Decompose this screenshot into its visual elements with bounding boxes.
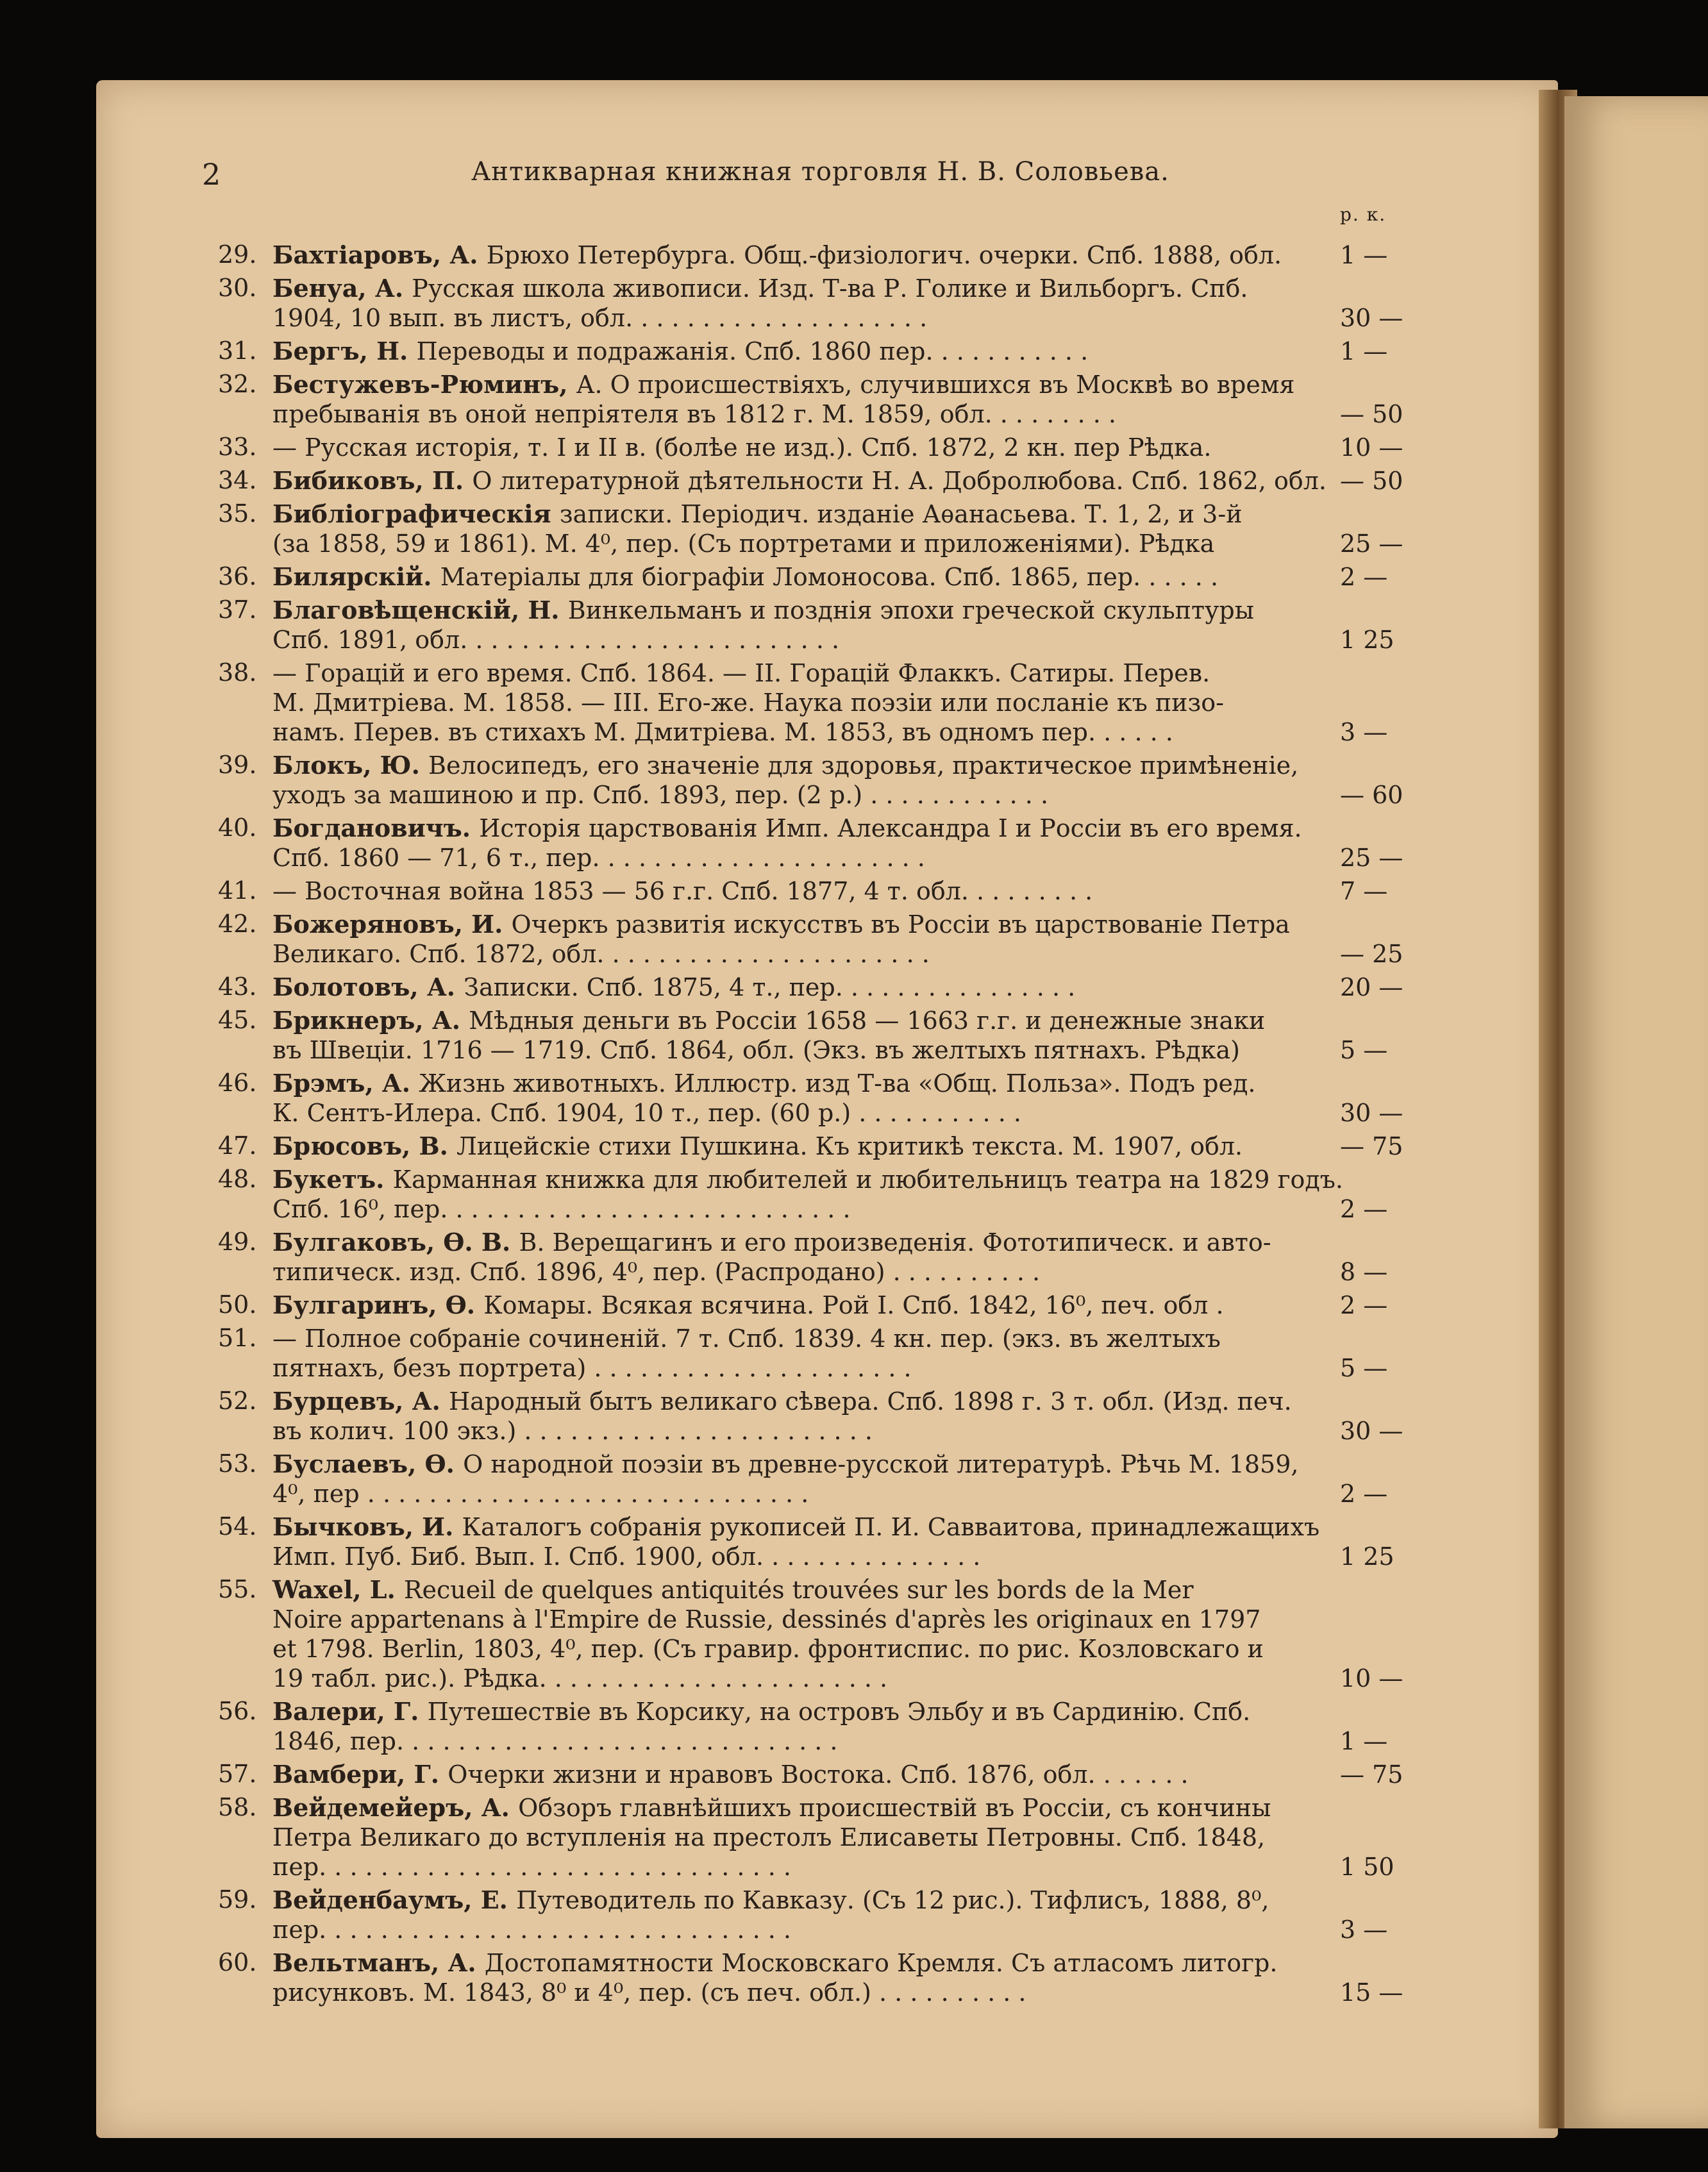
- entry-line: Бестужевъ-Рюминъ, А. О происшествіяхъ, случившихся въ Москвѣ во время: [272, 370, 1295, 399]
- entry-line: Билярскій. Матеріалы для біографіи Ломоносова. Спб. 1865, пер. . . . . .: [272, 562, 1219, 591]
- entry-line: — Горацій и его время. Спб. 1864. — II. Горацій Флаккъ. Сатиры. Перев.: [272, 659, 1210, 687]
- entry-line: рисунковъ. М. 1843, 8⁰ и 4⁰, пер. (съ печ. обл.) . . . . . . . . . .: [272, 1978, 1026, 2007]
- entry-price: 2 —: [1340, 1195, 1388, 1223]
- entry-author: Бахтіаровъ, А.: [272, 240, 487, 269]
- entry-line: Вамбери, Г. Очерки жизни и нравовъ Востока. Спб. 1876, обл. . . . . . .: [272, 1760, 1189, 1789]
- entry-price: — 50: [1340, 467, 1403, 495]
- entry-number: 36.: [218, 562, 257, 590]
- entry-price: — 25: [1340, 940, 1403, 968]
- entry-line: Бурцевъ, А. Народный бытъ великаго сѣвера. Спб. 1898 г. 3 т. обл. (Изд. печ.: [272, 1387, 1292, 1416]
- entry-line: Библіографическія записки. Періодич. изданіе Аѳанасьева. Т. 1, 2, и 3-й: [272, 499, 1243, 528]
- catalog-entry: [218, 433, 1430, 462]
- entry-line: Вейдемейеръ, А. Обзоръ главнѣйшихъ происшествій въ Россіи, съ кончины: [272, 1793, 1271, 1822]
- entry-price: — 75: [1340, 1760, 1403, 1789]
- entry-line: Имп. Пуб. Биб. Вып. I. Спб. 1900, обл. . . . . . . . . . . . . . .: [272, 1542, 981, 1571]
- page-header: [202, 157, 1407, 202]
- entry-author: Бенуа, А.: [272, 274, 412, 303]
- catalog-entry: [218, 466, 1430, 496]
- entry-price: 2 —: [1340, 1480, 1388, 1508]
- entry-price: 15 —: [1340, 1978, 1403, 2007]
- entry-price: 2 —: [1340, 563, 1388, 591]
- entry-line: Валери, Г. Путешествіе въ Корсику, на островъ Эльбу и въ Сардинію. Спб.: [272, 1697, 1251, 1726]
- entry-number: 49.: [218, 1228, 257, 1256]
- catalog-entry: [218, 596, 1430, 655]
- entry-line: 1904, 10 вып. въ листъ, обл. . . . . . . . . . . . . . . . . . . .: [272, 304, 928, 332]
- entry-line: Брэмъ, А. Жизнь животныхъ. Иллюстр. изд Т-ва «Общ. Польза». Подъ ред.: [272, 1069, 1256, 1098]
- entry-line: (за 1858, 59 и 1861). М. 4⁰, пер. (Съ портретами и приложеніями). Рѣдка: [272, 530, 1215, 558]
- entry-price: 10 —: [1340, 433, 1403, 462]
- entry-line: Булгаринъ, Ѳ. Комары. Всякая всячина. Рой I. Спб. 1842, 16⁰, печ. обл .: [272, 1291, 1224, 1319]
- entry-price: 30 —: [1340, 304, 1403, 332]
- entry-number: 56.: [218, 1697, 257, 1725]
- entry-author: Божеряновъ, И.: [272, 910, 512, 939]
- entry-line: 4⁰, пер . . . . . . . . . . . . . . . . . . . . . . . . . . . . .: [272, 1480, 809, 1508]
- catalog-entry: [218, 1449, 1430, 1508]
- catalog-entry: [218, 910, 1430, 969]
- entry-price: 1 —: [1340, 241, 1388, 269]
- entry-line: Булгаковъ, Ѳ. В. В. Верещагинъ и его произведенія. Фототипическ. и авто-: [272, 1228, 1271, 1257]
- entry-author: Waxel, L.: [272, 1575, 404, 1604]
- catalog-entry: [218, 1165, 1430, 1224]
- entry-price: 1 25: [1340, 1542, 1394, 1571]
- entry-price: 1 50: [1340, 1853, 1394, 1881]
- price-column-header: р. к.: [1340, 204, 1387, 225]
- entry-author: Бурцевъ, А.: [272, 1387, 449, 1416]
- entry-line: — Русская исторія, т. I и II в. (болѣе не изд.). Спб. 1872, 2 кн. пер Рѣдка.: [272, 433, 1212, 462]
- entry-line: Вейденбаумъ, Е. Путеводитель по Кавказу. (Съ 12 рис.). Тифлисъ, 1888, 8⁰,: [272, 1885, 1269, 1914]
- entry-author: Вельтманъ, А.: [272, 1948, 485, 1977]
- entry-price: 1 —: [1340, 1727, 1388, 1755]
- entry-line: Бибиковъ, П. О литературной дѣятельности Н. А. Добролюбова. Спб. 1862, обл.: [272, 466, 1327, 495]
- catalog-entry: [218, 1575, 1430, 1693]
- entry-line: Божеряновъ, И. Очеркъ развитія искусствъ въ Россіи въ царствованіе Петра: [272, 910, 1290, 939]
- entry-number: 40.: [218, 814, 257, 842]
- entry-line: Болотовъ, А. Записки. Спб. 1875, 4 т., пер. . . . . . . . . . . . . . . .: [272, 973, 1076, 1001]
- entry-author: Богдановичъ.: [272, 814, 480, 842]
- entry-author: Билярскій.: [272, 562, 440, 591]
- catalog-entry: [218, 562, 1430, 592]
- entry-author: Булгаринъ, Ѳ.: [272, 1291, 484, 1319]
- entry-number: 47.: [218, 1132, 257, 1160]
- catalog-entry: [218, 1760, 1430, 1789]
- entry-price: 3 —: [1340, 1916, 1388, 1944]
- entry-number: 58.: [218, 1793, 257, 1821]
- entry-number: 48.: [218, 1165, 257, 1193]
- catalog-entry: [218, 1697, 1430, 1756]
- entry-price: 1 —: [1340, 337, 1388, 365]
- entry-price: 7 —: [1340, 877, 1388, 905]
- entry-price: 3 —: [1340, 718, 1388, 746]
- entry-line: 1846, пер. . . . . . . . . . . . . . . . . . . . . . . . . . . . .: [272, 1727, 838, 1755]
- catalog-entry: [218, 1324, 1430, 1383]
- entry-number: 50.: [218, 1291, 257, 1319]
- entry-author: Булгаковъ, Ѳ. В.: [272, 1228, 519, 1257]
- entry-line: типическ. изд. Спб. 1896, 4⁰, пер. (Распродано) . . . . . . . . . .: [272, 1258, 1041, 1286]
- entry-line: въ Швеціи. 1716 — 1719. Спб. 1864, обл. (Экз. въ желтыхъ пятнахъ. Рѣдка): [272, 1036, 1240, 1064]
- page-number: 2: [202, 157, 221, 192]
- entry-author: Бестужевъ-Рюминъ,: [272, 370, 576, 399]
- entry-price: 2 —: [1340, 1291, 1388, 1319]
- entry-price: 25 —: [1340, 844, 1403, 872]
- entry-number: 39.: [218, 751, 257, 779]
- entry-price: 10 —: [1340, 1664, 1403, 1692]
- entry-line: Спб. 1891, обл. . . . . . . . . . . . . . . . . . . . . . . . .: [272, 626, 840, 654]
- entry-number: 59.: [218, 1885, 257, 1914]
- catalog-entry: [218, 370, 1430, 429]
- entry-line: Брикнеръ, А. Мѣдныя деньги въ Россіи 1658 — 1663 г.г. и денежные знаки: [272, 1006, 1266, 1035]
- entry-price: 20 —: [1340, 973, 1403, 1001]
- entry-number: 43.: [218, 973, 257, 1001]
- entry-number: 55.: [218, 1575, 257, 1603]
- catalog-entry: [218, 499, 1430, 558]
- entry-line: Бенуа, А. Русская школа живописи. Изд. Т-ва Р. Голике и Вильборгъ. Спб.: [272, 274, 1248, 303]
- entry-number: 30.: [218, 274, 257, 302]
- entry-number: 51.: [218, 1324, 257, 1352]
- catalog-entry: [218, 1512, 1430, 1571]
- entry-number: 60.: [218, 1948, 257, 1976]
- catalog-entry: [218, 1228, 1430, 1287]
- catalog-entry: [218, 1132, 1430, 1161]
- entry-number: 52.: [218, 1387, 257, 1415]
- entry-author: Благовѣщенскій, Н.: [272, 596, 568, 624]
- entry-author: Бычковъ, И.: [272, 1512, 462, 1541]
- entry-price: 30 —: [1340, 1099, 1403, 1127]
- entry-author: Бибиковъ, П.: [272, 466, 473, 495]
- entry-price: 25 —: [1340, 530, 1403, 558]
- entry-line: Брюсовъ, В. Лицейскіе стихи Пушкина. Къ критикѣ текста. М. 1907, обл.: [272, 1132, 1243, 1160]
- catalog-entry: [218, 1069, 1430, 1128]
- catalog-entry: [218, 1793, 1430, 1882]
- entry-line: Спб. 1860 — 71, 6 т., пер. . . . . . . . . . . . . . . . . . . . . .: [272, 844, 925, 872]
- entry-author: Брэмъ, А.: [272, 1069, 419, 1098]
- entry-author: Вамбери, Г.: [272, 1760, 448, 1789]
- entry-number: 42.: [218, 910, 257, 938]
- entry-number: 32.: [218, 370, 257, 398]
- entry-author: Библіографическія: [272, 499, 560, 528]
- entry-line: пер. . . . . . . . . . . . . . . . . . . . . . . . . . . . . . .: [272, 1853, 791, 1881]
- entry-author: Бергъ, Н.: [272, 337, 417, 365]
- entry-number: 34.: [218, 466, 257, 494]
- catalog-entry: [218, 1948, 1430, 2007]
- entry-price: 5 —: [1340, 1354, 1388, 1382]
- entry-line: 19 табл. рис.). Рѣдка. . . . . . . . . . . . . . . . . . . . . . .: [272, 1664, 888, 1692]
- entry-line: въ колич. 100 экз.) . . . . . . . . . . . . . . . . . . . . . . .: [272, 1417, 873, 1445]
- entry-price: — 50: [1340, 400, 1403, 428]
- catalog-entries: [218, 240, 1430, 2011]
- entry-author: Букетъ.: [272, 1165, 393, 1194]
- entry-number: 53.: [218, 1449, 257, 1478]
- entry-line: пребыванія въ оной непріятеля въ 1812 г. М. 1859, обл. . . . . . . . .: [272, 400, 1116, 428]
- entry-line: — Восточная война 1853 — 56 г.г. Спб. 1877, 4 т. обл. . . . . . . . .: [272, 877, 1093, 905]
- entry-line: Великаго. Спб. 1872, обл. . . . . . . . . . . . . . . . . . . . . .: [272, 940, 930, 968]
- catalog-entry: [218, 274, 1430, 333]
- entry-line: Бычковъ, И. Каталогъ собранія рукописей П. И. Савваитова, принадлежащихъ: [272, 1512, 1320, 1541]
- entry-line: пятнахъ, безъ портрета) . . . . . . . . . . . . . . . . . . . . .: [272, 1354, 912, 1382]
- entry-number: 37.: [218, 596, 257, 624]
- catalog-entry: [218, 1387, 1430, 1446]
- catalog-entry: [218, 1885, 1430, 1944]
- entry-number: 38.: [218, 658, 257, 687]
- entry-author: Вейденбаумъ, Е.: [272, 1885, 517, 1914]
- entry-price: — 60: [1340, 781, 1403, 809]
- entry-author: Брикнеръ, А.: [272, 1006, 469, 1035]
- catalog-entry: [218, 973, 1430, 1002]
- entry-line: уходъ за машиною и пр. Спб. 1893, пер. (2 р.) . . . . . . . . . . . .: [272, 781, 1049, 809]
- entry-price: — 75: [1340, 1132, 1403, 1160]
- running-title: Антикварная книжная торговля Н. В. Соловьева.: [471, 157, 1169, 187]
- entry-author: Буслаевъ, Ѳ.: [272, 1449, 464, 1478]
- catalog-entry: [218, 337, 1430, 366]
- entry-line: Блокъ, Ю. Велосипедъ, его значеніе для здоровья, практическое примѣненіе,: [272, 751, 1299, 780]
- entry-number: 45.: [218, 1006, 257, 1034]
- entry-number: 41.: [218, 876, 257, 905]
- entry-price: 8 —: [1340, 1258, 1388, 1286]
- entry-number: 35.: [218, 499, 257, 528]
- catalog-entry: [218, 1006, 1430, 1065]
- entry-line: Петра Великаго до вступленія на престолъ Елисаветы Петровны. Спб. 1848,: [272, 1823, 1266, 1851]
- catalog-entry: [218, 658, 1430, 747]
- entry-price: 30 —: [1340, 1417, 1403, 1445]
- entry-line: et 1798. Berlin, 1803, 4⁰, пер. (Съ гравир. фронтиспис. по рис. Козловскаго и: [272, 1635, 1264, 1663]
- entry-line: Благовѣщенскій, Н. Винкельманъ и позднія эпохи греческой скульптуры: [272, 596, 1254, 624]
- entry-line: Waxel, L. Recueil de quelques antiquités trouvées sur les bords de la Mer: [272, 1575, 1194, 1604]
- entry-line: намъ. Перев. въ стихахъ М. Дмитріева. М. 1853, въ одномъ пер. . . . . .: [272, 718, 1173, 746]
- entry-number: 33.: [218, 433, 257, 461]
- entry-number: 57.: [218, 1760, 257, 1788]
- entry-line: Бергъ, Н. Переводы и подражанія. Спб. 1860 пер. . . . . . . . . . .: [272, 337, 1089, 365]
- entry-number: 31.: [218, 337, 257, 365]
- entry-number: 29.: [218, 240, 257, 269]
- entry-author: Блокъ, Ю.: [272, 751, 429, 780]
- entry-author: Валери, Г.: [272, 1697, 428, 1726]
- next-page-edge: [1564, 96, 1708, 2128]
- catalog-entry: [218, 876, 1430, 906]
- catalog-entry: [218, 751, 1430, 810]
- entry-price: 5 —: [1340, 1036, 1388, 1064]
- entry-line: Богдановичъ. Исторія царствованія Имп. Александра I и Россіи въ его время.: [272, 814, 1302, 842]
- catalog-entry: [218, 814, 1430, 873]
- entry-line: М. Дмитріева. М. 1858. — III. Его-же. Наука поэзіи или посланіе къ пизо-: [272, 689, 1224, 717]
- entry-author: Болотовъ, А.: [272, 973, 464, 1001]
- catalog-entry: [218, 1291, 1430, 1320]
- entry-author: Вейдемейеръ, А.: [272, 1793, 519, 1822]
- entry-line: Букетъ. Карманная книжка для любителей и любительницъ театра на 1829 годъ.: [272, 1165, 1344, 1194]
- entry-author: Брюсовъ, В.: [272, 1132, 457, 1160]
- entry-line: Noire appartenans à l'Empire de Russie, dessinés d'après les originaux en 1797: [272, 1605, 1261, 1633]
- entry-line: Буслаевъ, Ѳ. О народной поэзіи въ древне-русской литературѣ. Рѣчь М. 1859,: [272, 1449, 1299, 1478]
- entry-line: К. Сентъ-Илера. Спб. 1904, 10 т., пер. (60 р.) . . . . . . . . . . .: [272, 1099, 1021, 1127]
- entry-price: 1 25: [1340, 626, 1394, 654]
- entry-line: Вельтманъ, А. Достопамятности Московскаго Кремля. Съ атласомъ литогр.: [272, 1948, 1278, 1977]
- entry-line: — Полное собраніе сочиненій. 7 т. Спб. 1839. 4 кн. пер. (экз. въ желтыхъ: [272, 1324, 1221, 1353]
- catalog-entry: [218, 240, 1430, 270]
- entry-line: пер. . . . . . . . . . . . . . . . . . . . . . . . . . . . . . .: [272, 1916, 791, 1944]
- entry-line: Бахтіаровъ, А. Брюхо Петербурга. Общ.-физіологич. очерки. Спб. 1888, обл.: [272, 240, 1282, 269]
- entry-line: Спб. 16⁰, пер. . . . . . . . . . . . . . . . . . . . . . . . . . .: [272, 1195, 851, 1223]
- entry-number: 46.: [218, 1069, 257, 1097]
- entry-number: 54.: [218, 1512, 257, 1541]
